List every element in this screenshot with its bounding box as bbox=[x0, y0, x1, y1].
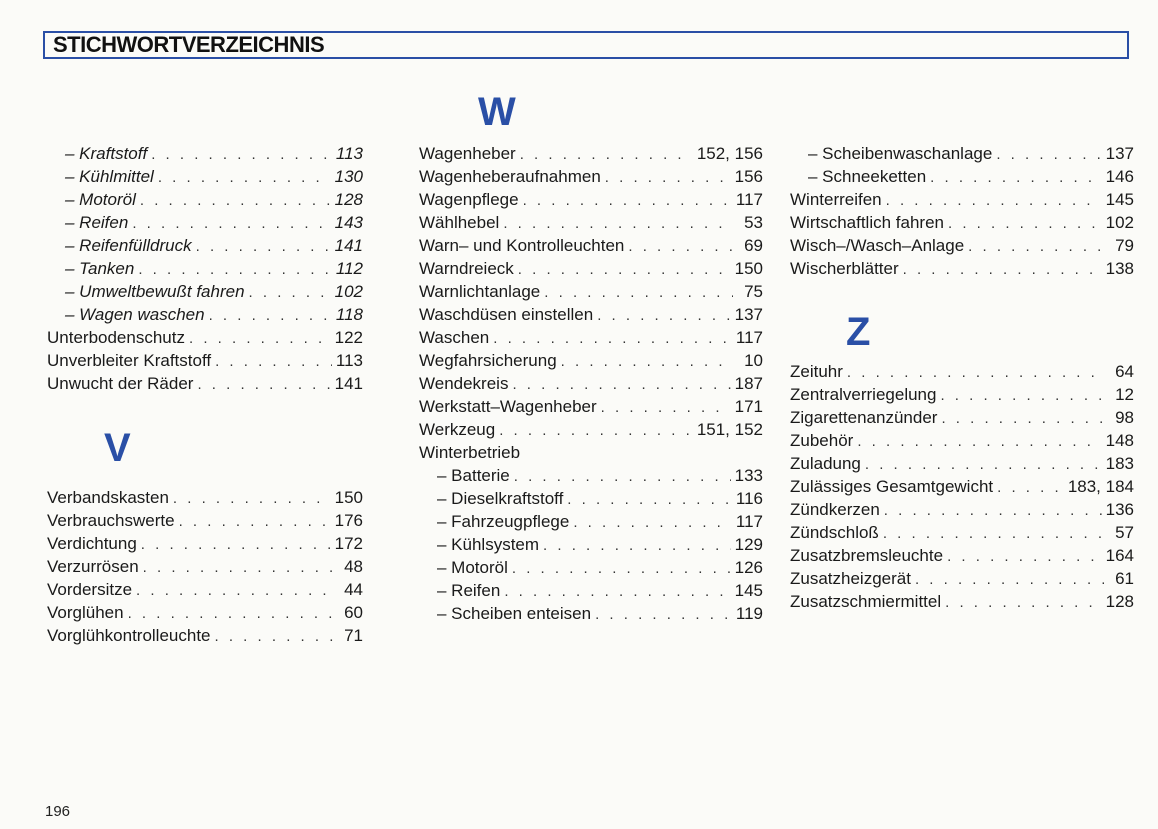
section-header bbox=[43, 31, 1129, 59]
index-entry-page: 148 bbox=[1105, 431, 1134, 450]
index-entry-page: 146 bbox=[1105, 167, 1134, 186]
index-entry-label: – Reifen bbox=[437, 581, 501, 600]
index-entry-page: 44 bbox=[344, 580, 363, 599]
dot-leader bbox=[143, 556, 333, 579]
index-entry-label: – Batterie bbox=[437, 466, 510, 485]
index-entry-page: 69 bbox=[744, 236, 763, 255]
index-entry-page: 130 bbox=[334, 167, 363, 186]
letter-heading-v: V bbox=[104, 426, 131, 470]
index-entry-label: Zusatzbremsleuchte bbox=[790, 546, 944, 565]
index-entry-label: Verdichtung bbox=[47, 534, 137, 553]
index-entry bbox=[47, 624, 363, 647]
index-entry bbox=[790, 383, 1134, 406]
index-entry-label: Wischerblätter bbox=[790, 259, 899, 278]
dot-leader bbox=[215, 350, 332, 373]
index-entry-page: 102 bbox=[1105, 213, 1134, 232]
index-entry-label: – Motoröl bbox=[437, 558, 508, 577]
index-entry bbox=[419, 349, 763, 372]
index-entry-page: 118 bbox=[335, 305, 363, 324]
index-entry bbox=[47, 280, 363, 303]
dot-leader bbox=[597, 304, 730, 327]
index-entry-page: 53 bbox=[744, 213, 763, 232]
index-entry-label: Unterbodenschutz bbox=[47, 328, 185, 347]
section-title: STICHWORTVERZEICHNIS bbox=[53, 32, 325, 57]
index-entry bbox=[47, 326, 363, 349]
index-entry-page: 117 bbox=[735, 512, 763, 531]
index-entry bbox=[419, 556, 763, 579]
index-entry bbox=[47, 303, 363, 326]
index-entry-page: 152, 156 bbox=[696, 144, 763, 163]
index-entry-page: 187 bbox=[734, 374, 763, 393]
index-entry bbox=[419, 602, 763, 625]
index-entry-label: – Dieselkraftstoff bbox=[437, 489, 564, 508]
index-entry-label: Zündkerzen bbox=[790, 500, 880, 519]
index-entry-page: 117 bbox=[735, 328, 763, 347]
index-entry-page: 156 bbox=[734, 167, 763, 186]
index-entry-page: 10 bbox=[744, 351, 763, 370]
index-entry bbox=[419, 533, 763, 556]
index-entry-label: – Scheiben enteisen bbox=[437, 604, 592, 623]
index-entry bbox=[790, 429, 1134, 452]
index-entry-label: Zentralverriegelung bbox=[790, 385, 937, 404]
dot-leader bbox=[561, 350, 733, 373]
index-entry-label: Zusatzheizgerät bbox=[790, 569, 911, 588]
dot-leader bbox=[151, 143, 332, 166]
dot-leader bbox=[128, 602, 333, 625]
dot-leader bbox=[136, 579, 333, 602]
index-entry-page: 12 bbox=[1115, 385, 1134, 404]
index-entry bbox=[47, 142, 363, 165]
index-entry-label: Waschdüsen einstellen bbox=[419, 305, 594, 324]
index-entry-page: 116 bbox=[735, 489, 763, 508]
index-entry bbox=[419, 487, 763, 510]
index-entry bbox=[47, 234, 363, 257]
dot-leader bbox=[948, 212, 1102, 235]
index-entry-label: Werkzeug bbox=[419, 420, 496, 439]
index-entry-label: – Schneeketten bbox=[808, 167, 927, 186]
index-column-1 bbox=[47, 142, 363, 647]
index-entry bbox=[419, 464, 763, 487]
dot-leader bbox=[947, 545, 1102, 568]
index-entry-page: 64 bbox=[1115, 362, 1134, 381]
dot-leader bbox=[601, 396, 731, 419]
index-entry bbox=[47, 349, 363, 372]
index-entry bbox=[419, 441, 763, 464]
index-entry bbox=[419, 165, 763, 188]
index-entry-page: 137 bbox=[1105, 144, 1134, 163]
dot-leader bbox=[503, 212, 733, 235]
index-entry-label: Werkstatt–Wagenheber bbox=[419, 397, 597, 416]
index-entry-label: – Reifen bbox=[65, 213, 129, 232]
index-entry bbox=[47, 578, 363, 601]
index-column-3 bbox=[790, 142, 1134, 613]
index-entry-page: 98 bbox=[1115, 408, 1134, 427]
dot-leader bbox=[514, 465, 731, 488]
dot-leader bbox=[141, 533, 331, 556]
index-entry-page: 117 bbox=[735, 190, 763, 209]
index-entry bbox=[790, 142, 1134, 165]
dot-leader bbox=[857, 430, 1101, 453]
dot-leader bbox=[628, 235, 733, 258]
dot-leader bbox=[209, 304, 332, 327]
index-entry-label: Wählhebel bbox=[419, 213, 500, 232]
dot-leader bbox=[179, 510, 331, 533]
dot-leader bbox=[518, 258, 731, 281]
index-entry-page: 150 bbox=[734, 259, 763, 278]
index-entry-label: – Wagen waschen bbox=[65, 305, 205, 324]
index-entry-page: 112 bbox=[335, 259, 363, 278]
index-entry-label: Wagenpflege bbox=[419, 190, 519, 209]
index-entry-page: 171 bbox=[734, 397, 763, 416]
index-entry-page: 138 bbox=[1105, 259, 1134, 278]
index-entry bbox=[47, 372, 363, 395]
index-entry-label: Unverbleiter Kraftstoff bbox=[47, 351, 212, 370]
index-entry-label: Vordersitze bbox=[47, 580, 133, 599]
index-entry bbox=[47, 188, 363, 211]
dot-leader bbox=[567, 488, 732, 511]
dot-leader bbox=[189, 327, 331, 350]
dot-leader bbox=[543, 534, 731, 557]
dot-leader bbox=[968, 235, 1104, 258]
index-entry-page: 113 bbox=[335, 144, 363, 163]
dot-leader bbox=[865, 453, 1102, 476]
index-entry-page: 183, 184 bbox=[1067, 477, 1134, 496]
index-entry-label: – Motoröl bbox=[65, 190, 136, 209]
index-entry-page: 151, 152 bbox=[696, 420, 763, 439]
index-entry bbox=[419, 257, 763, 280]
index-entry-label: – Reifenfülldruck bbox=[65, 236, 192, 255]
index-entry-label: Wendekreis bbox=[419, 374, 509, 393]
index-entry-page: 145 bbox=[734, 581, 763, 600]
index-entry bbox=[419, 510, 763, 533]
index-entry-page: 176 bbox=[334, 511, 363, 530]
index-entry bbox=[419, 326, 763, 349]
dot-leader bbox=[249, 281, 331, 304]
index-entry-page: 143 bbox=[334, 213, 363, 232]
index-entry bbox=[790, 498, 1134, 521]
dot-leader bbox=[493, 327, 732, 350]
index-entry-page: 71 bbox=[344, 626, 363, 645]
index-column-2 bbox=[419, 142, 763, 625]
index-entry bbox=[419, 142, 763, 165]
index-entry-label: Zeituhr bbox=[790, 362, 843, 381]
dot-leader bbox=[605, 166, 731, 189]
index-entry-page: 129 bbox=[734, 535, 763, 554]
dot-leader bbox=[132, 212, 330, 235]
dot-leader bbox=[847, 361, 1104, 384]
index-entry-label: Verbandskasten bbox=[47, 488, 169, 507]
dot-leader bbox=[544, 281, 733, 304]
index-entry-page: 183 bbox=[1105, 454, 1134, 473]
index-entry bbox=[47, 165, 363, 188]
index-entry bbox=[790, 188, 1134, 211]
index-entry-page: 141 bbox=[334, 236, 363, 255]
index-entry-page: 141 bbox=[334, 374, 363, 393]
dot-leader bbox=[915, 568, 1104, 591]
index-entry bbox=[47, 601, 363, 624]
index-entry bbox=[790, 590, 1134, 613]
index-entry bbox=[419, 303, 763, 326]
index-entry bbox=[790, 544, 1134, 567]
index-entry-page: 75 bbox=[744, 282, 763, 301]
index-entry bbox=[47, 532, 363, 555]
index-entry-page: 48 bbox=[344, 557, 363, 576]
index-entry-label: Zusatzschmiermittel bbox=[790, 592, 942, 611]
index-entry bbox=[790, 567, 1134, 590]
index-entry-label: – Fahrzeugpflege bbox=[437, 512, 570, 531]
dot-leader bbox=[884, 499, 1102, 522]
index-entry-label: – Kühlsystem bbox=[437, 535, 540, 554]
index-entry bbox=[419, 280, 763, 303]
index-entry-label: Waschen bbox=[419, 328, 490, 347]
index-entry-label: Zuladung bbox=[790, 454, 861, 473]
index-entry-page: 122 bbox=[334, 328, 363, 347]
dot-leader bbox=[930, 166, 1101, 189]
index-entry-page: 128 bbox=[1105, 592, 1134, 611]
index-entry-label: Unwucht der Räder bbox=[47, 374, 194, 393]
dot-leader bbox=[140, 189, 331, 212]
index-entry-label: Wagenheber bbox=[419, 144, 516, 163]
index-entry-label: – Umweltbewußt fahren bbox=[65, 282, 245, 301]
index-entry bbox=[790, 211, 1134, 234]
index-entry-page: 113 bbox=[335, 351, 363, 370]
index-entry-label: Wagenheberaufnahmen bbox=[419, 167, 601, 186]
dot-leader bbox=[197, 373, 330, 396]
index-entry-label: Verzurrösen bbox=[47, 557, 139, 576]
index-entry-page: 128 bbox=[334, 190, 363, 209]
index-entry-page: 133 bbox=[734, 466, 763, 485]
index-entry-page: 145 bbox=[1105, 190, 1134, 209]
dot-leader bbox=[940, 384, 1104, 407]
index-entry-page: 102 bbox=[334, 282, 363, 301]
letter-heading-z: Z bbox=[846, 310, 871, 354]
index-entry-label: – Scheibenwaschanlage bbox=[808, 144, 993, 163]
index-entry-label: Zubehör bbox=[790, 431, 854, 450]
index-entry-label: Zulässiges Gesamtgewicht bbox=[790, 477, 994, 496]
dot-leader bbox=[903, 258, 1102, 281]
dot-leader bbox=[196, 235, 331, 258]
index-entry bbox=[419, 395, 763, 418]
index-entry-label: Warn– und Kontrolleuchten bbox=[419, 236, 625, 255]
index-entry-page: 172 bbox=[334, 534, 363, 553]
index-entry bbox=[47, 211, 363, 234]
index-entry bbox=[790, 475, 1134, 498]
index-entry-label: Warndreieck bbox=[419, 259, 514, 278]
index-entry-label: Winterbetrieb bbox=[419, 443, 521, 462]
index-entry bbox=[790, 452, 1134, 475]
index-entry-label: Zündschloß bbox=[790, 523, 879, 542]
dot-leader bbox=[996, 143, 1101, 166]
letter-heading-w: W bbox=[478, 90, 516, 134]
index-entry bbox=[419, 372, 763, 395]
dot-leader bbox=[173, 487, 331, 510]
dot-leader bbox=[886, 189, 1102, 212]
dot-leader bbox=[595, 603, 732, 626]
index-entry bbox=[790, 521, 1134, 544]
index-entry bbox=[790, 165, 1134, 188]
index-entry-page: 57 bbox=[1115, 523, 1134, 542]
index-entry-label: Vorglühen bbox=[47, 603, 124, 622]
index-entry-page: 136 bbox=[1105, 500, 1134, 519]
dot-leader bbox=[523, 189, 732, 212]
index-entry bbox=[47, 257, 363, 280]
dot-leader bbox=[520, 143, 693, 166]
index-entry bbox=[47, 555, 363, 578]
index-entry bbox=[419, 579, 763, 602]
index-entry-page: 119 bbox=[735, 604, 763, 623]
index-entry bbox=[419, 418, 763, 441]
index-entry bbox=[47, 509, 363, 532]
index-entry-page: 126 bbox=[734, 558, 763, 577]
index-entry-page: 150 bbox=[334, 488, 363, 507]
dot-leader bbox=[941, 407, 1104, 430]
index-entry-label: Zigarettenanzünder bbox=[790, 408, 938, 427]
index-entry-page: 137 bbox=[734, 305, 763, 324]
dot-leader bbox=[215, 625, 333, 648]
index-entry-label: Verbrauchswerte bbox=[47, 511, 175, 530]
index-entry-label: Wirtschaftlich fahren bbox=[790, 213, 944, 232]
index-entry bbox=[419, 234, 763, 257]
dot-leader bbox=[504, 580, 730, 603]
dot-leader bbox=[945, 591, 1101, 614]
index-entry-label: Warnlichtanlage bbox=[419, 282, 541, 301]
index-entry-label: – Kühlmittel bbox=[65, 167, 154, 186]
index-entry-label: – Kraftstoff bbox=[65, 144, 148, 163]
index-entry bbox=[419, 188, 763, 211]
index-entry bbox=[419, 211, 763, 234]
index-entry bbox=[790, 406, 1134, 429]
dot-leader bbox=[158, 166, 331, 189]
index-entry bbox=[790, 234, 1134, 257]
dot-leader bbox=[499, 419, 693, 442]
index-entry-label: Vorglühkontrolleuchte bbox=[47, 626, 211, 645]
index-entry bbox=[790, 257, 1134, 280]
dot-leader bbox=[573, 511, 732, 534]
dot-leader bbox=[512, 373, 730, 396]
index-entry-page: 60 bbox=[344, 603, 363, 622]
dot-leader bbox=[997, 476, 1064, 499]
dot-leader bbox=[883, 522, 1104, 545]
index-entry bbox=[790, 360, 1134, 383]
index-entry-label: Wisch–/Wasch–Anlage bbox=[790, 236, 965, 255]
index-entry-label: – Tanken bbox=[65, 259, 135, 278]
index-entry-label: Wegfahrsicherung bbox=[419, 351, 557, 370]
index-entry-page: 61 bbox=[1115, 569, 1134, 588]
dot-leader bbox=[138, 258, 332, 281]
dot-leader bbox=[512, 557, 731, 580]
index-entry-page: 164 bbox=[1105, 546, 1134, 565]
index-entry bbox=[47, 486, 363, 509]
page-number: 196 bbox=[45, 803, 71, 820]
index-entry-page: 79 bbox=[1115, 236, 1134, 255]
index-entry-label: Winterreifen bbox=[790, 190, 882, 209]
